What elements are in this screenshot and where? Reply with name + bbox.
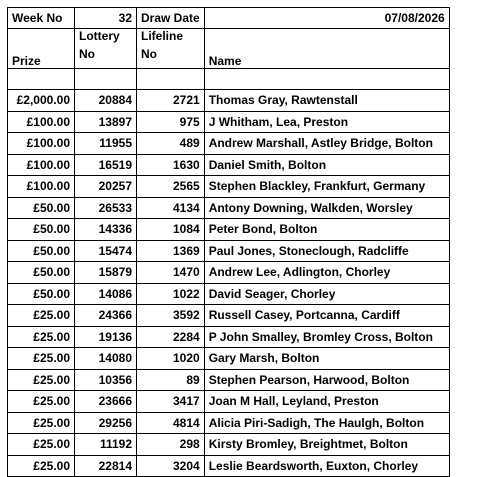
lifeline-number-cell: 489	[137, 133, 205, 155]
prize-cell: £100.00	[8, 154, 75, 176]
blank-cell	[8, 69, 75, 90]
lottery-number-cell: 19136	[75, 326, 137, 348]
name-column-header	[204, 29, 449, 69]
blank-cell	[137, 69, 205, 90]
table-row	[8, 434, 450, 456]
prize-cell: £25.00	[8, 391, 75, 413]
column-header-row	[8, 29, 450, 69]
lifeline-number-cell: 4814	[137, 412, 205, 434]
prize-cell: £25.00	[8, 412, 75, 434]
table-row	[8, 90, 450, 112]
lifeline-number-cell: 3204	[137, 455, 205, 477]
lottery-number-cell: 29256	[75, 412, 137, 434]
lottery-header-line2: No	[79, 47, 95, 61]
lifeline-number-cell: 1022	[137, 283, 205, 305]
winner-name-cell: Stephen Pearson, Harwood, Bolton	[204, 369, 449, 391]
blank-row	[8, 69, 450, 90]
winner-name-cell: Leslie Beardsworth, Euxton, Chorley	[204, 455, 449, 477]
week-value: 32	[75, 8, 137, 29]
week-label: Week No	[8, 8, 75, 29]
lifeline-number-cell: 3417	[137, 391, 205, 413]
table-row	[8, 197, 450, 219]
lifeline-number-cell: 1369	[137, 240, 205, 262]
lottery-number-cell: 14080	[75, 348, 137, 370]
draw-date-value: 07/08/2026	[204, 8, 449, 29]
winner-name-cell: J Whitham, Lea, Preston	[204, 111, 449, 133]
winner-name-cell: Andrew Lee, Adlington, Chorley	[204, 262, 449, 284]
prize-cell: £25.00	[8, 348, 75, 370]
prize-cell: £25.00	[8, 455, 75, 477]
lottery-number-cell: 11192	[75, 434, 137, 456]
lottery-number-cell: 20884	[75, 90, 137, 112]
prize-column-header	[8, 29, 75, 69]
table-row	[8, 111, 450, 133]
table-row	[8, 326, 450, 348]
lottery-column-header	[75, 29, 137, 69]
prize-cell: £2,000.00	[8, 90, 75, 112]
lifeline-number-cell: 2565	[137, 176, 205, 198]
lottery-number-cell: 14086	[75, 283, 137, 305]
table-row	[8, 283, 450, 305]
lottery-number-cell: 15879	[75, 262, 137, 284]
table-row	[8, 240, 450, 262]
prize-cell: £25.00	[8, 305, 75, 327]
lifeline-number-cell: 4134	[137, 197, 205, 219]
lottery-number-cell: 13897	[75, 111, 137, 133]
table-row	[8, 455, 450, 477]
lifeline-number-cell: 1084	[137, 219, 205, 241]
prize-cell: £25.00	[8, 434, 75, 456]
lottery-number-cell: 16519	[75, 154, 137, 176]
winner-name-cell: Paul Jones, Stoneclough, Radcliffe	[204, 240, 449, 262]
prize-cell: £50.00	[8, 219, 75, 241]
table-row	[8, 219, 450, 241]
winner-name-cell: P John Smalley, Bromley Cross, Bolton	[204, 326, 449, 348]
winner-name-cell: Russell Casey, Portcanna, Cardiff	[204, 305, 449, 327]
lifeline-number-cell: 89	[137, 369, 205, 391]
lifeline-column-header	[137, 29, 205, 69]
winner-name-cell: Kirsty Bromley, Breightmet, Bolton	[204, 434, 449, 456]
winner-name-cell: Daniel Smith, Bolton	[204, 154, 449, 176]
lottery-number-cell: 15474	[75, 240, 137, 262]
winner-name-cell: Andrew Marshall, Astley Bridge, Bolton	[204, 133, 449, 155]
draw-date-label: Draw Date	[137, 8, 205, 29]
prize-cell: £100.00	[8, 133, 75, 155]
table-row	[8, 391, 450, 413]
prize-cell: £50.00	[8, 283, 75, 305]
winner-name-cell: Gary Marsh, Bolton	[204, 348, 449, 370]
lottery-number-cell: 14336	[75, 219, 137, 241]
winner-name-cell: Thomas Gray, Rawtenstall	[204, 90, 449, 112]
blank-cell	[75, 69, 137, 90]
prize-cell: £25.00	[8, 326, 75, 348]
lifeline-number-cell: 298	[137, 434, 205, 456]
winner-name-cell: Alicia Piri-Sadigh, The Haulgh, Bolton	[204, 412, 449, 434]
table-row	[8, 369, 450, 391]
winner-name-cell: Joan M Hall, Leyland, Preston	[204, 391, 449, 413]
prize-cell: £100.00	[8, 111, 75, 133]
table-row	[8, 154, 450, 176]
lifeline-number-cell: 2284	[137, 326, 205, 348]
lifeline-number-cell: 975	[137, 111, 205, 133]
table-row	[8, 305, 450, 327]
lifeline-number-cell: 3592	[137, 305, 205, 327]
lifeline-number-cell: 1020	[137, 348, 205, 370]
prize-cell: £50.00	[8, 240, 75, 262]
prize-cell: £25.00	[8, 369, 75, 391]
results-table	[7, 7, 450, 477]
week-header-row	[8, 8, 450, 29]
winner-name-cell: Stephen Blackley, Frankfurt, Germany	[204, 176, 449, 198]
blank-cell	[204, 69, 449, 90]
lottery-number-cell: 11955	[75, 133, 137, 155]
lottery-number-cell: 10356	[75, 369, 137, 391]
lifeline-number-cell: 1470	[137, 262, 205, 284]
results-table-body	[8, 8, 450, 477]
winner-name-cell: Peter Bond, Bolton	[204, 219, 449, 241]
table-row	[8, 176, 450, 198]
lifeline-header-line2: No	[141, 47, 157, 61]
name-header-text: Name	[208, 54, 242, 68]
prize-header-text: Prize	[12, 54, 41, 68]
winner-name-cell: Antony Downing, Walkden, Worsley	[204, 197, 449, 219]
winner-name-cell: David Seager, Chorley	[204, 283, 449, 305]
lifeline-number-cell: 2721	[137, 90, 205, 112]
lottery-number-cell: 20257	[75, 176, 137, 198]
lottery-number-cell: 26533	[75, 197, 137, 219]
lifeline-header-line1: Lifeline	[141, 29, 184, 43]
prize-cell: £50.00	[8, 197, 75, 219]
prize-cell: £50.00	[8, 262, 75, 284]
prize-cell: £100.00	[8, 176, 75, 198]
table-row	[8, 133, 450, 155]
lottery-header-line1: Lottery	[79, 29, 120, 43]
table-row	[8, 412, 450, 434]
lottery-number-cell: 23666	[75, 391, 137, 413]
table-row	[8, 262, 450, 284]
table-row	[8, 348, 450, 370]
lifeline-number-cell: 1630	[137, 154, 205, 176]
lottery-number-cell: 22814	[75, 455, 137, 477]
lottery-number-cell: 24366	[75, 305, 137, 327]
